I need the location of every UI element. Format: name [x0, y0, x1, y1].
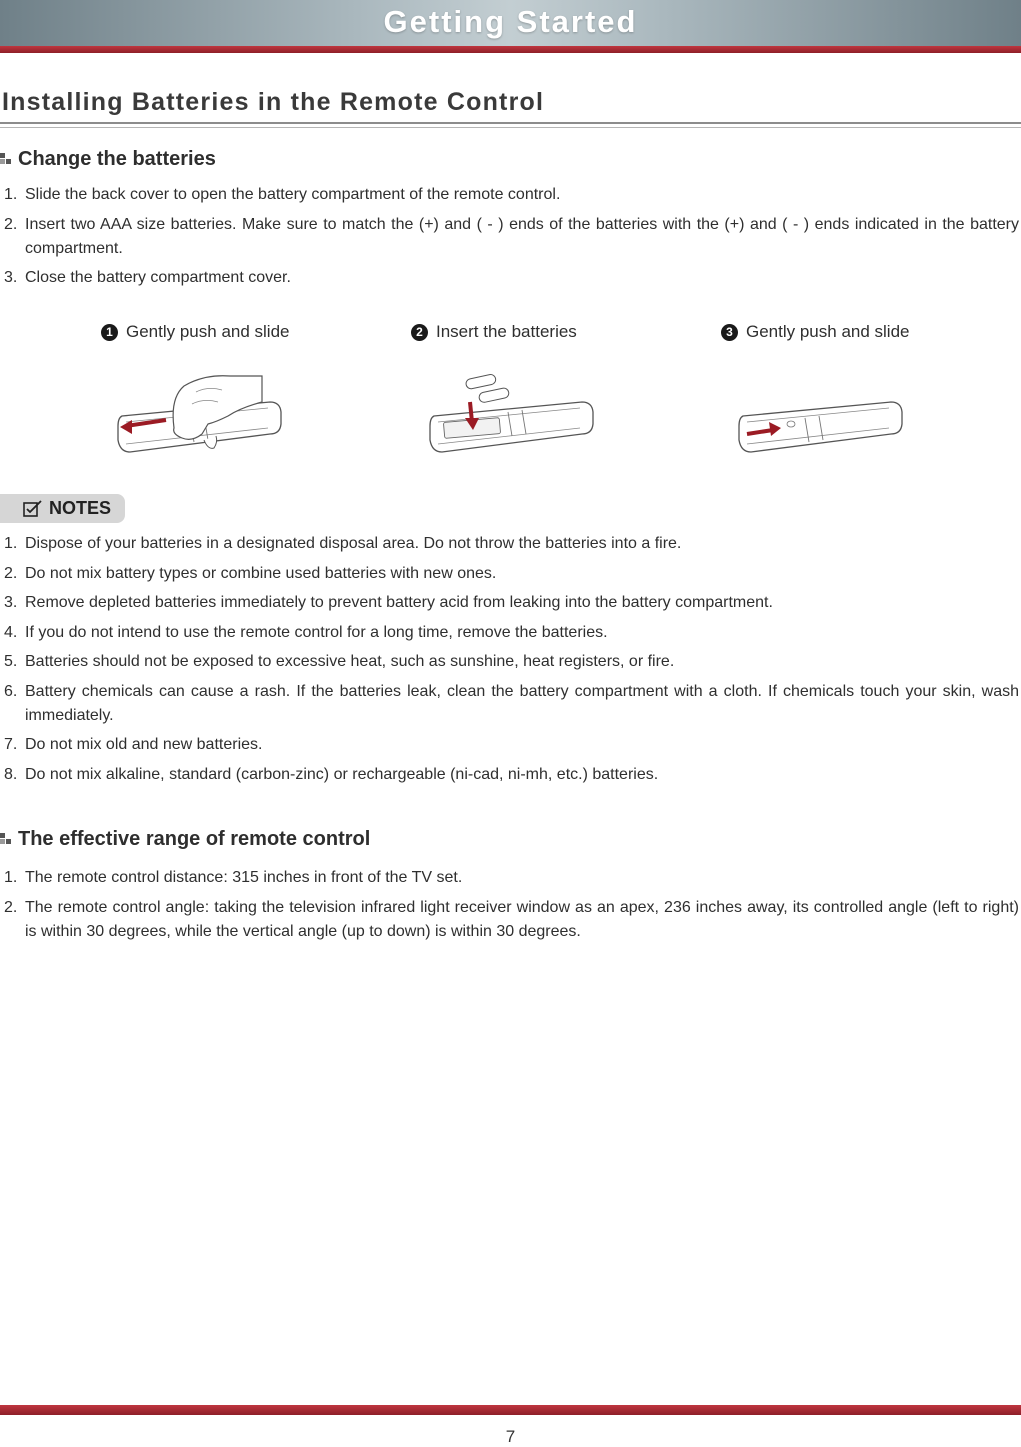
- page-header-title: Getting Started: [383, 4, 638, 39]
- item-number: 6.: [4, 682, 18, 700]
- notes-tab: [0, 494, 125, 523]
- item-number: 3.: [4, 269, 18, 286]
- remote-close-cover-illustration: [733, 368, 913, 458]
- item-text: Do not mix battery types or combine used batteries with new ones.: [25, 564, 497, 582]
- step-label-text: Gently push and slide: [126, 322, 290, 341]
- step-number-badge: 2: [411, 324, 428, 341]
- section-rule-thin: [0, 127, 1021, 128]
- item-number: 1.: [4, 535, 18, 552]
- list-item: [0, 562, 1021, 586]
- list-item: [0, 532, 1021, 556]
- section-title: Installing Batteries in the Remote Control: [2, 88, 545, 116]
- item-text: The remote control angle: taking the television infrared light receiver window as an apex, 236 inches away, its controlled angle (left to right) is within 30 degrees, while the vertical angle (up to down) is within 30 degrees.: [25, 898, 1019, 940]
- list-item: [0, 183, 1021, 207]
- list-item: [0, 763, 1021, 787]
- item-text: Insert two AAA size batteries. Make sure to match the (+) and ( - ) ends of the batteries with the (+) and ( - ) ends indicated in the battery compartment.: [25, 215, 1019, 257]
- item-text: Do not mix alkaline, standard (carbon-zinc) or rechargeable (ni-cad, ni-mh, etc.) batteries.: [25, 765, 659, 783]
- header-accent-bar: [0, 46, 1021, 53]
- item-text: Dispose of your batteries in a designated disposal area. Do not throw the batteries into a fire.: [25, 535, 682, 552]
- section-bullet-icon: [0, 833, 12, 845]
- item-number: 4.: [4, 623, 18, 641]
- item-number: 2.: [4, 564, 18, 582]
- item-text: Battery chemicals can cause a rash. If the batteries leak, clean the battery compartment with a cloth. If chemicals touch your skin, wash immediately.: [25, 682, 1019, 724]
- step-number-badge: 1: [101, 324, 118, 341]
- item-number: 7.: [4, 736, 18, 753]
- item-text: The remote control distance: 315 inches in front of the TV set.: [25, 869, 463, 886]
- item-text: Remove depleted batteries immediately to prevent battery acid from leaking into the battery compartment.: [25, 594, 773, 611]
- step-1-label: [101, 322, 290, 342]
- item-number: 2.: [4, 215, 18, 233]
- list-item: [0, 650, 1021, 674]
- step-label-text: Insert the batteries: [436, 322, 577, 341]
- remote-insert-batteries-illustration: [424, 368, 604, 458]
- notes-list: [0, 532, 1021, 792]
- section-rule: [0, 122, 1021, 124]
- footer-accent-bar: [0, 1405, 1021, 1415]
- checkbox-pencil-icon: [23, 500, 43, 518]
- item-text: Batteries should not be exposed to excessive heat, such as sunshine, heat registers, or fire.: [25, 653, 675, 670]
- change-batteries-heading: [0, 147, 216, 171]
- step-2-label: [411, 322, 577, 342]
- page-number: 7: [505, 1427, 516, 1446]
- item-text: Close the battery compartment cover.: [25, 269, 291, 286]
- remote-open-cover-illustration: [112, 368, 292, 458]
- item-number: 3.: [4, 594, 18, 611]
- effective-range-heading: [0, 827, 370, 851]
- step-3-label: [721, 322, 910, 342]
- change-batteries-heading-text: Change the batteries: [18, 147, 216, 170]
- list-item: [0, 733, 1021, 757]
- effective-range-heading-text: The effective range of remote control: [18, 827, 371, 850]
- item-text: Do not mix old and new batteries.: [25, 736, 263, 753]
- notes-label: NOTES: [49, 498, 112, 518]
- item-number: 5.: [4, 653, 18, 670]
- item-number: 1.: [4, 186, 18, 203]
- effective-range-list: [0, 866, 1021, 949]
- item-number: 8.: [4, 765, 18, 783]
- list-item: [0, 213, 1021, 261]
- step-label-text: Gently push and slide: [746, 322, 910, 341]
- section-bullet-icon: [0, 153, 12, 165]
- list-item: [0, 621, 1021, 645]
- list-item: [0, 680, 1021, 728]
- item-text: If you do not intend to use the remote control for a long time, remove the batteries.: [25, 623, 608, 641]
- list-item: [0, 896, 1021, 944]
- list-item: [0, 866, 1021, 890]
- item-text: Slide the back cover to open the battery compartment of the remote control.: [25, 186, 561, 203]
- item-number: 1.: [4, 869, 18, 886]
- list-item: [0, 266, 1021, 290]
- change-batteries-list: [0, 183, 1021, 296]
- item-number: 2.: [4, 898, 18, 916]
- step-number-badge: 3: [721, 324, 738, 341]
- list-item: [0, 591, 1021, 615]
